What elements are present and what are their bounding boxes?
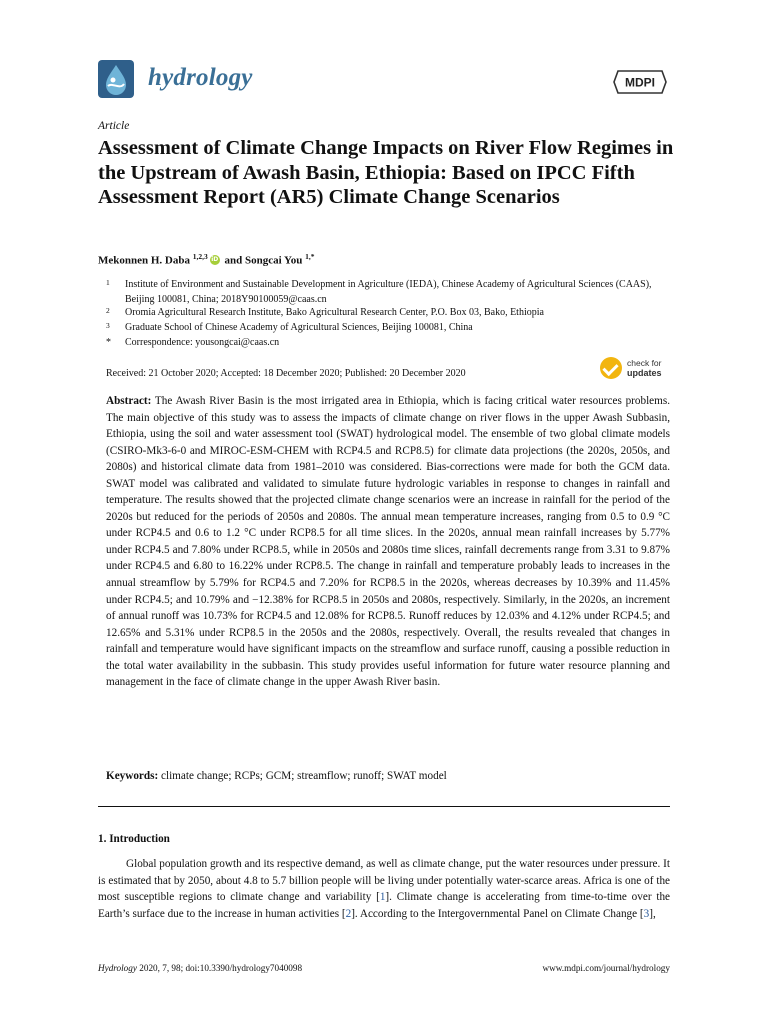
check-for-updates-icon	[600, 357, 622, 379]
check-for-updates-line2: updates	[627, 368, 662, 378]
intro-text-2: ]. Climate change is accelerating from time-to-time over the Earth’s surface due to the increase in human activities [	[98, 891, 670, 921]
author-1-name: Mekonnen H. Daba	[98, 254, 190, 267]
citation-link[interactable]: 2	[345, 908, 352, 921]
check-for-updates-line1: check for	[627, 358, 662, 368]
abstract	[106, 393, 670, 691]
affiliation-number: 3	[106, 321, 110, 330]
affiliation-text: Oromia Agricultural Research Institute, Bako Agricultural Research Center, P.O. Box 03, Bako, Ethiopia	[125, 307, 544, 318]
correspondence-marker: *	[106, 337, 111, 348]
footer-journal: Hydrology	[98, 963, 137, 973]
check-for-updates-badge[interactable]	[600, 355, 672, 383]
keywords	[106, 770, 447, 782]
citation-link[interactable]: 3	[643, 908, 650, 921]
affiliation-2	[98, 305, 698, 320]
hydrology-logo-icon	[98, 60, 134, 98]
author-2-affiliations: 1,*	[305, 252, 315, 261]
mdpi-logo-icon	[612, 68, 668, 96]
correspondence	[98, 335, 698, 350]
intro-text-3: ]. According to the Intergovernmental Panel on Climate Change [	[351, 908, 644, 921]
publication-dates: Received: 21 October 2020; Accepted: 18 December 2020; Published: 20 December 2020	[106, 368, 466, 379]
abstract-text: The Awash River Basin is the most irrigated area in Ethiopia, which is facing critical water resources problems. The main objective of this study was to assess the impacts of climate change on river flows in the upper Awash Subbasin, Ethiopia, using the soil and water assessment tool (SWAT) hydrological model. The ensemble of two global climate models (CSIRO-Mk3-6-0 and MIROC-ESM-CHEM with RCP4.5 and RCP8.5) for climate data projections (the 2020s, 2050s, and 2080s) and historical climate data from 1981–2010 was considered. Bias-corrections were made for both the GCM data. SWAT model was calibrated and validated to simulate future hydrologic variables in response to changes in rainfall and temperature. The results showed that the projected climate change scenarios were an increase in rainfall for the period of the 2020s but reduced for the periods of 2050s and 2080s. The annual mean temperature increases, ranging from 0.5 to 0.9 °C under RCP4.5 and 0.6 to 1.2 °C under RCP8.5 for all time slices. In the 2020s, annual mean rainfall increases by 5.77% under RCP4.5 and 7.80% under RCP8.5, while in 2050s and 2080s time slices, rainfall decrements range from 3.31 to 9.87% under RCP4.5 and 6.80 to 16.22% under RCP8.5. The change in rainfall and temperature probably leads to increases in the annual streamflow by 5.79% for RCP4.5 and 7.20% for RCP8.5 in the 2020s, whereas decreases by 10.39% and 11.45% under RCP4.5; and 10.79% and −12.38% for RCP8.5 in 2050s and 2080s, respectively. Similarly, in the 2020s, an increment of annual runoff was 10.73% for RCP4.5 and 12.08% for RCP8.5. Runoff reduces by 12.03% and 4.12% under RCP4.5; and 12.65% and 5.31% under RCP8.5 in the 2050s and the 2080s, respectively. Overall, the results revealed that changes in rainfall and temperature would have significant impacts on the streamflow and surface runoff, causing a possible reduction in the total water availability in the subbasin. This study provides useful information for future water resource planning and management in the face of climate change in the upper Awash River basin.	[106, 395, 670, 689]
footer-doi: 2020, 7, 98; doi:10.3390/hydrology7040098	[139, 963, 303, 973]
article-type: Article	[98, 120, 130, 132]
affiliation-1	[98, 277, 698, 307]
orcid-icon[interactable]: iD	[211, 255, 219, 263]
author-list	[98, 252, 314, 267]
keywords-label: Keywords:	[106, 770, 159, 782]
affiliation-text: Graduate School of Chinese Academy of Agricultural Sciences, Beijing 100081, China	[125, 322, 473, 333]
paper-title: Assessment of Climate Change Impacts on River Flow Regimes in the Upstream of Awash Basin, Ethiopia: Based on IPCC Fifth Assessment Report (AR5) Climate Change Scenarios	[98, 137, 674, 208]
footer-url[interactable]: www.mdpi.com/journal/hydrology	[542, 963, 670, 973]
keywords-text: climate change; RCPs; GCM; streamflow; runoff; SWAT model	[161, 770, 447, 782]
author-connector: and	[224, 254, 243, 267]
section-divider	[98, 806, 670, 807]
affiliation-number: 2	[106, 306, 110, 315]
intro-text-1: Global population growth and its respective demand, as well as climate change, put the water resources under pressure. It is estimated that by 2050, about 4.8 to 5.7 billion people will be living under potentially water-scarce areas. Africa is one of the most susceptible regions to climate change and variability [	[98, 858, 670, 904]
affiliation-number: 1	[106, 278, 110, 287]
mdpi-logo-text: MDPI	[625, 75, 655, 90]
author-2-name: Songcai You	[245, 254, 303, 267]
correspondence-text: Correspondence: yousongcai@caas.cn	[125, 337, 280, 348]
abstract-label: Abstract:	[106, 395, 152, 407]
section-heading: 1. Introduction	[98, 833, 170, 845]
journal-name: hydrology	[148, 64, 253, 91]
introduction-paragraph	[98, 856, 670, 923]
affiliation-3	[98, 320, 698, 335]
author-1-affiliations: 1,2,3	[192, 252, 208, 261]
intro-text-4: ],	[649, 908, 656, 921]
affiliation-text: Institute of Environment and Sustainable Development in Agriculture (IEDA), Chinese Academy of Agricultural Sciences (CAAS), Beijing 100081, China; 2018Y90100059@caas.cn	[125, 279, 652, 305]
citation-link[interactable]: 1	[379, 891, 386, 904]
footer-citation	[98, 963, 302, 973]
